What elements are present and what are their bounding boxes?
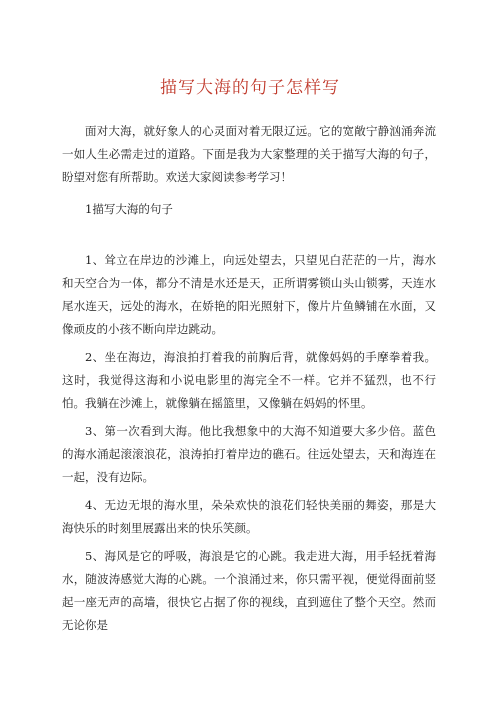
list-item-5: 5、海风是它的呼吸，海浪是它的心跳。我走进大海，用手轻抚着海水，随波涛感觉大海的心跳。一个浪涌过来，你只需平视，便觉得面前竖起一座无声的高墙，很快它占据了你的视线，直到遮住了整个天空。然而无论你是 bbox=[62, 549, 436, 632]
list-item-1: 1、耸立在岸边的沙滩上，向远处望去，只望见白茫茫的一片，海水和天空合为一体，都分不清是水还是天，正所谓雾锁山头山锁雾，天连水尾水连天，远处的海水，在娇艳的阳光照射下，像片片鱼鳞铺在水面，又像顽皮的小孩不断向岸边跳动。 bbox=[62, 253, 436, 336]
intro-paragraph: 面对大海，就好象人的心灵面对着无限辽远。它的宽敞宁静汹涌奔流一如人生必需走过的道路。下面是我为大家整理的关于描写大海的句子，盼望对您有所帮助。欢送大家阅读参考学习！ bbox=[62, 124, 436, 184]
list-item-3: 3、第一次看到大海。他比我想象中的大海不知道要大多少倍。蓝色的海水涌起滚滚浪花，浪涛拍打着岸边的礁石。往远处望去，天和海连在一起，没有边际。 bbox=[62, 424, 436, 484]
list-item-2: 2、坐在海边，海浪拍打着我的前胸后背，就像妈妈的手摩拳着我。这时，我觉得这海和小说电影里的海完全不一样。它并不猛烈，也不行怕。我躺在沙滩上，就像躺在摇篮里，又像躺在妈妈的怀里。 bbox=[62, 350, 436, 410]
section-heading: 1描写大海的句子 bbox=[85, 202, 173, 216]
document-title: 描写大海的句子怎样写 bbox=[160, 78, 340, 98]
list-item-4: 4、无边无垠的海水里，朵朵欢快的浪花们轻快美丽的舞姿，那是大海快乐的时刻里展露出来的快乐笑颜。 bbox=[62, 498, 436, 535]
document-body bbox=[62, 120, 436, 642]
